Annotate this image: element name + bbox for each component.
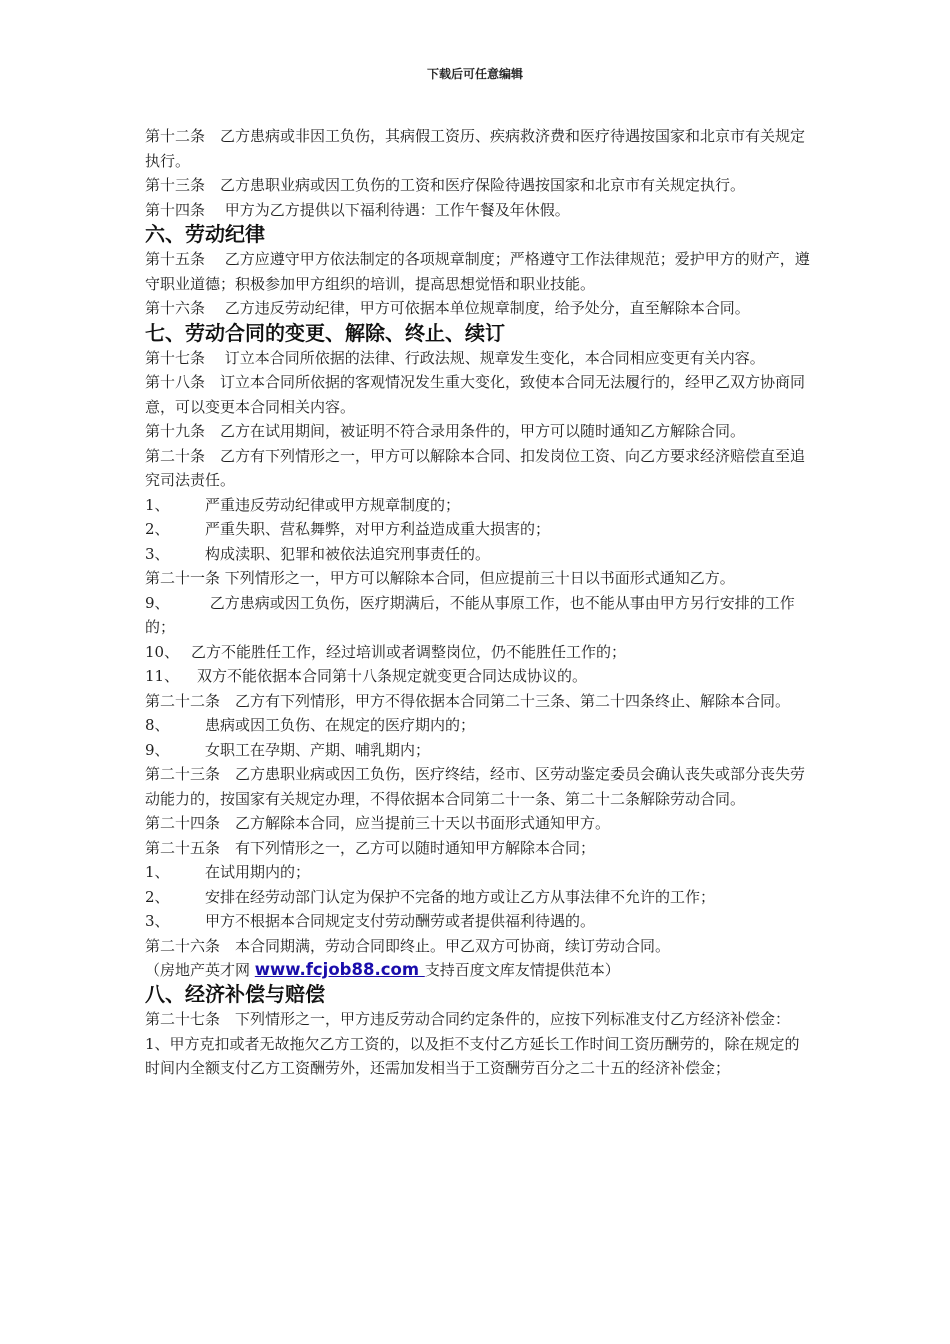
list-text: 甲方不根据本合同规定支付劳动酬劳或者提供福利待遇的。: [205, 912, 596, 930]
document-body: [145, 124, 813, 1081]
list-number: 2、: [145, 887, 170, 906]
paragraph: 第二十五条 有下列情形之一，乙方可以随时通知甲方解除本合同；: [145, 838, 596, 857]
list-number: 9、: [145, 740, 170, 759]
page-header: 下载后可任意编辑: [426, 67, 523, 81]
list-item: [145, 517, 813, 542]
list-item: [145, 909, 813, 934]
list-number: 3、: [145, 912, 170, 930]
paragraph: 第二十三条 乙方患职业病或因工负伤，医疗终结，经市、区劳动鉴定委员会确认丧失或部分丧失劳动能力的，按国家有关规定办理，不得依据本合同第二十一条、第二十二条解除劳动合同。: [145, 765, 806, 808]
list-item: [145, 738, 813, 763]
list-text: 女职工在孕期、产期、哺乳期内；: [205, 740, 431, 759]
list-number: 10、: [145, 642, 180, 661]
list-text: 乙方不能胜任工作，经过培训或者调整岗位，仍不能胜任工作的；: [191, 642, 627, 661]
paragraph: 第十九条 乙方在试用期间，被证明不符合录用条件的，甲方可以随时通知乙方解除合同。: [145, 422, 746, 440]
list-item: [145, 640, 813, 665]
source-note: [145, 958, 813, 982]
paragraph: 第十七条 订立本合同所依据的法律、行政法规、规章发生变化，本合同相应变更有关内容。: [145, 348, 765, 367]
list-number: 1、: [145, 863, 170, 881]
section-heading: 七、劳动合同的变更、解除、终止、续订: [145, 320, 505, 345]
list-item: [145, 542, 813, 567]
list-number: 2、: [145, 520, 170, 538]
list-text: 患病或因工负伤、在规定的医疗期内的；: [205, 716, 476, 734]
list-text: 严重违反劳动纪律或甲方规章制度的；: [205, 495, 461, 514]
paragraph: 第二十七条 下列情形之一，甲方违反劳动合同约定条件的，应按下列标准支付乙方经济补偿金：: [145, 1010, 791, 1028]
paragraph: 第二十一条 下列情形之一，甲方可以解除本合同，但应提前三十日以书面形式通知乙方。: [145, 569, 735, 587]
paragraph: 第十五条 乙方应遵守甲方依法制定的各项规章制度；严格遵守工作法律规范；爱护甲方的财产，遵守职业道德；积极参加甲方组织的培训，提高思想觉悟和职业技能。: [145, 250, 810, 293]
list-text: 双方不能依据本合同第十八条规定就变更合同达成协议的。: [197, 667, 588, 685]
paragraph: 第十八条 订立本合同所依据的客观情况发生重大变化，致使本合同无法履行的，经甲乙双方协商同意，可以变更本合同相关内容。: [145, 373, 806, 416]
list-text: 乙方患病或因工负伤，医疗期满后，不能从事原工作，也不能从事由甲方另行安排的工作的；: [145, 593, 795, 636]
list-item: [145, 591, 813, 640]
paragraph: 第二十四条 乙方解除本合同，应当提前三十天以书面形式通知甲方。: [145, 814, 611, 832]
paragraph: 第十四条 甲方为乙方提供以下福利待遇：工作午餐及年休假。: [145, 200, 570, 219]
paragraph: 第十二条 乙方患病或非因工负伤，其病假工资历、疾病救济费和医疗待遇按国家和北京市有关规定执行。: [145, 127, 806, 170]
list-item: [145, 885, 813, 910]
list-number: 11、: [145, 667, 180, 685]
list-item: [145, 493, 813, 518]
website-link[interactable]: www.fcjob88.com: [254, 960, 425, 979]
section-heading: 八、经济补偿与赔偿: [145, 982, 325, 1006]
section-heading: 六、劳动纪律: [145, 222, 265, 246]
paragraph: 1、甲方克扣或者无故拖欠乙方工资的，以及拒不支付乙方延长工作时间工资历酬劳的，除在规定的时间内全额支付乙方工资酬劳外，还需加发相当于工资酬劳百分之二十五的经济补偿金；: [145, 1034, 800, 1077]
list-number: 8、: [145, 716, 170, 734]
list-text: 在试用期内的；: [205, 863, 311, 881]
list-item: [145, 713, 813, 738]
list-text: 安排在经劳动部门认定为保护不完备的地方或让乙方从事法律不允许的工作；: [205, 887, 716, 906]
list-item: [145, 860, 813, 885]
list-text: 严重失职、营私舞弊，对甲方利益造成重大损害的；: [205, 520, 551, 538]
list-number: 9、: [145, 593, 170, 612]
source-prefix: （房地产英才网: [145, 961, 255, 979]
paragraph: 第二十六条 本合同期满，劳动合同即终止。甲乙双方可协商，续订劳动合同。: [145, 936, 671, 955]
source-suffix: 支持百度文库友情提供范本）: [424, 961, 620, 979]
paragraph: 第十六条 乙方违反劳动纪律，甲方可依据本单位规章制度，给予处分，直至解除本合同。: [145, 299, 750, 317]
list-number: 3、: [145, 544, 170, 563]
list-text: 构成渎职、犯罪和被依法追究刑事责任的。: [205, 544, 491, 563]
list-item: [145, 664, 813, 689]
list-number: 1、: [145, 495, 170, 514]
paragraph: 第二十二条 乙方有下列情形，甲方不得依据本合同第二十三条、第二十四条终止、解除本合同。: [145, 691, 791, 710]
paragraph: 第十三条 乙方患职业病或因工负伤的工资和医疗保险待遇按国家和北京市有关规定执行。: [145, 176, 746, 194]
paragraph: 第二十条 乙方有下列情形之一，甲方可以解除本合同、扣发岗位工资、向乙方要求经济赔偿直至追究司法责任。: [145, 446, 806, 489]
